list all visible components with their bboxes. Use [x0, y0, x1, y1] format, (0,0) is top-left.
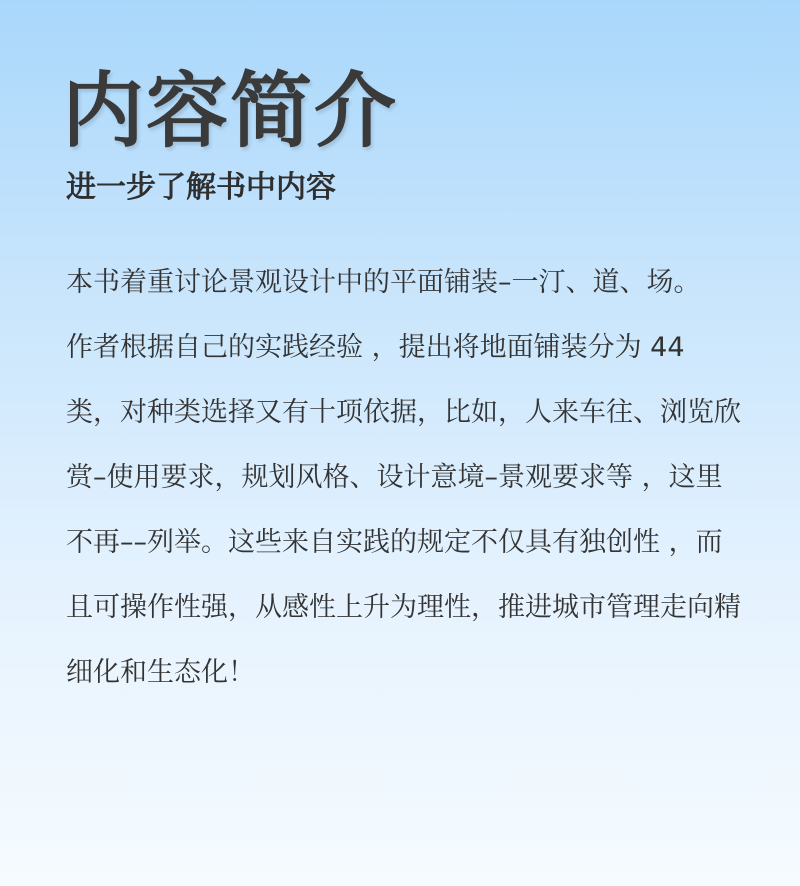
- intro-paragraph-1: 本书着重讨论景观设计中的平面铺装–一汀、道、场。: [66, 267, 701, 298]
- page-title: 内容简介: [62, 64, 399, 159]
- intro-body: [66, 250, 746, 705]
- page-subtitle: 进一步了解书中内容: [66, 170, 336, 205]
- intro-paragraph-2: 作者根据自己的实践经验 ，提出将地面铺装分为 44 类，对种类选择又有十项依据，比如，人来车往、浏览欣赏–使用要求，规划风格、设计意境–景观要求等 ，这里不再––列举。这些来自实践的规定不仅具有独创性 ，而且可操作性强，从感性上升为理性，推进城市管理走向精细化和生态化！: [66, 332, 741, 688]
